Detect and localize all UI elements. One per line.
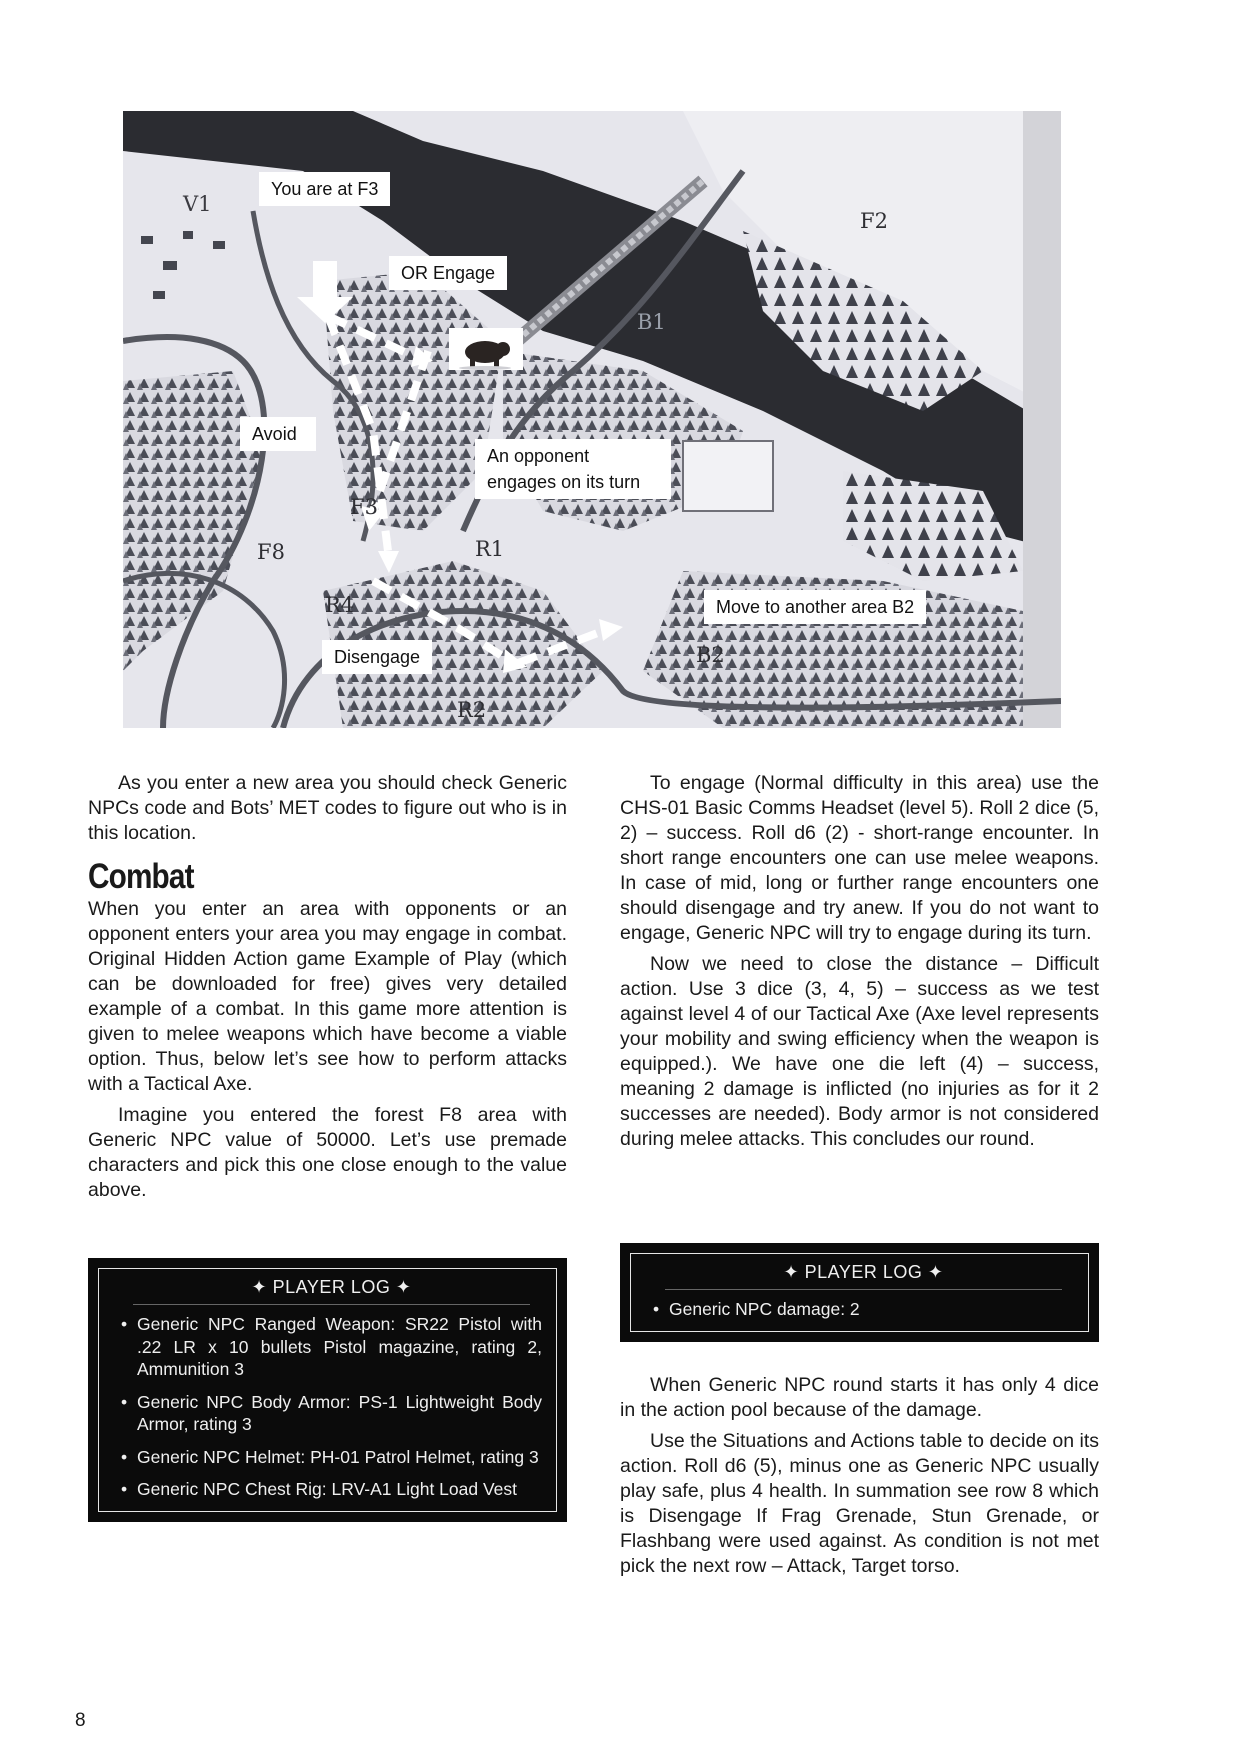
combat-heading: Combat	[88, 857, 194, 896]
player-log-npc-gear	[88, 1258, 567, 1522]
callout-avoid: Avoid	[240, 417, 316, 451]
list-item: • Generic NPC Chest Rig: LRV-A1 Light Load Vest	[121, 1478, 542, 1501]
list-item: • Generic NPC Helmet: PH-01 Patrol Helmet, rating 3	[121, 1446, 542, 1469]
player-log-list	[653, 1298, 1074, 1321]
callout-you-are-at: You are at F3	[259, 172, 390, 206]
area-map-image	[123, 111, 1061, 728]
area-label-f3: F3	[350, 495, 378, 519]
area-label-r1: R1	[475, 537, 505, 561]
area-label-r2: R2	[457, 698, 487, 722]
combat-paragraph-1: When you enter an area with opponents or an opponent enters your area you may engage in combat. Original Hidden Action game Example of Play (which can be downloaded for free) gives very detailed example of a combat. In this game more attention is given to melee weapons which have become a viable option. Thus, below let’s see how to perform attacks with a Tactical Axe.	[88, 898, 567, 1095]
callout-move-to-b2: Move to another area B2	[704, 590, 926, 624]
area-label-f8: F8	[257, 540, 285, 564]
npc-round-paragraph: When Generic NPC round starts it has only 4 dice in the action pool because of the damage.	[620, 1374, 1099, 1421]
intro-paragraph: As you enter a new area you should check Generic NPCs code and Bots’ MET codes to figure out who is in this location.	[88, 772, 567, 844]
player-log-title: ✦ PLAYER LOG ✦	[665, 1262, 1062, 1290]
bear-opponent-icon	[449, 328, 523, 370]
situations-paragraph: Use the Situations and Actions table to decide on its action. Roll d6 (5), minus one as Generic NPC usually play safe, plus 4 health. In summation see row 8 which is Disengage If Frag Grenade, Stun Grenade, or Flashbang were used against. As condition is not met pick the next row – Attack, Target torso.	[620, 1430, 1099, 1577]
right-column-bottom	[620, 1373, 1099, 1585]
left-column	[88, 771, 567, 1209]
area-label-r4: R4	[325, 593, 355, 617]
player-log-title: ✦ PLAYER LOG ✦	[133, 1277, 530, 1305]
engage-paragraph: To engage (Normal difficulty in this area) use the CHS-01 Basic Comms Headset (level 5). Roll 2 dice (5, 2) – success. Roll d6 (2) - short-range encounter. In short range encounters one can use melee weapons. In case of mid, long or further range encounters one should disengage and try anew. If you do not want to engage, Generic NPC will try to engage during its turn.	[620, 772, 1099, 944]
player-log-frame	[98, 1268, 557, 1512]
callout-opponent-engages: An opponent engages on its turn	[475, 439, 671, 499]
list-item: • Generic NPC Body Armor: PS-1 Lightweight Body Armor, rating 3	[121, 1391, 542, 1436]
list-item: • Generic NPC damage: 2	[653, 1298, 1074, 1321]
close-distance-paragraph: Now we need to close the distance – Difficult action. Use 3 dice (3, 4, 5) – success as we test against level 4 of our Tactical Axe (Axe level represents your mobility and swing efficiency when the weapon is equipped.). We have one die left (4) – success, meaning 2 damage is inflicted (no injuries as for it 2 successes are needed). Body armor is not considered during melee attacks. This concludes our round.	[620, 953, 1099, 1150]
callout-or-engage: OR Engage	[389, 256, 507, 290]
player-log-npc-damage	[620, 1243, 1099, 1342]
list-item: • Generic NPC Ranged Weapon: SR22 Pistol with .22 LR x 10 bullets Pistol magazine, rating 2, Ammunition 3	[121, 1313, 542, 1381]
area-label-b1: B1	[637, 310, 666, 334]
callout-disengage: Disengage	[322, 640, 432, 674]
player-log-list	[121, 1313, 542, 1501]
combat-paragraph-2: Imagine you entered the forest F8 area with Generic NPC value of 50000. Let’s use premade characters and pick this one close enough to the value above.	[88, 1104, 567, 1201]
area-label-b2: B2	[696, 643, 725, 667]
right-column-top	[620, 771, 1099, 1158]
area-label-f2: F2	[860, 209, 888, 233]
player-log-frame	[630, 1253, 1089, 1332]
page-number: 8	[75, 1710, 86, 1731]
area-label-v1: V1	[183, 192, 212, 216]
